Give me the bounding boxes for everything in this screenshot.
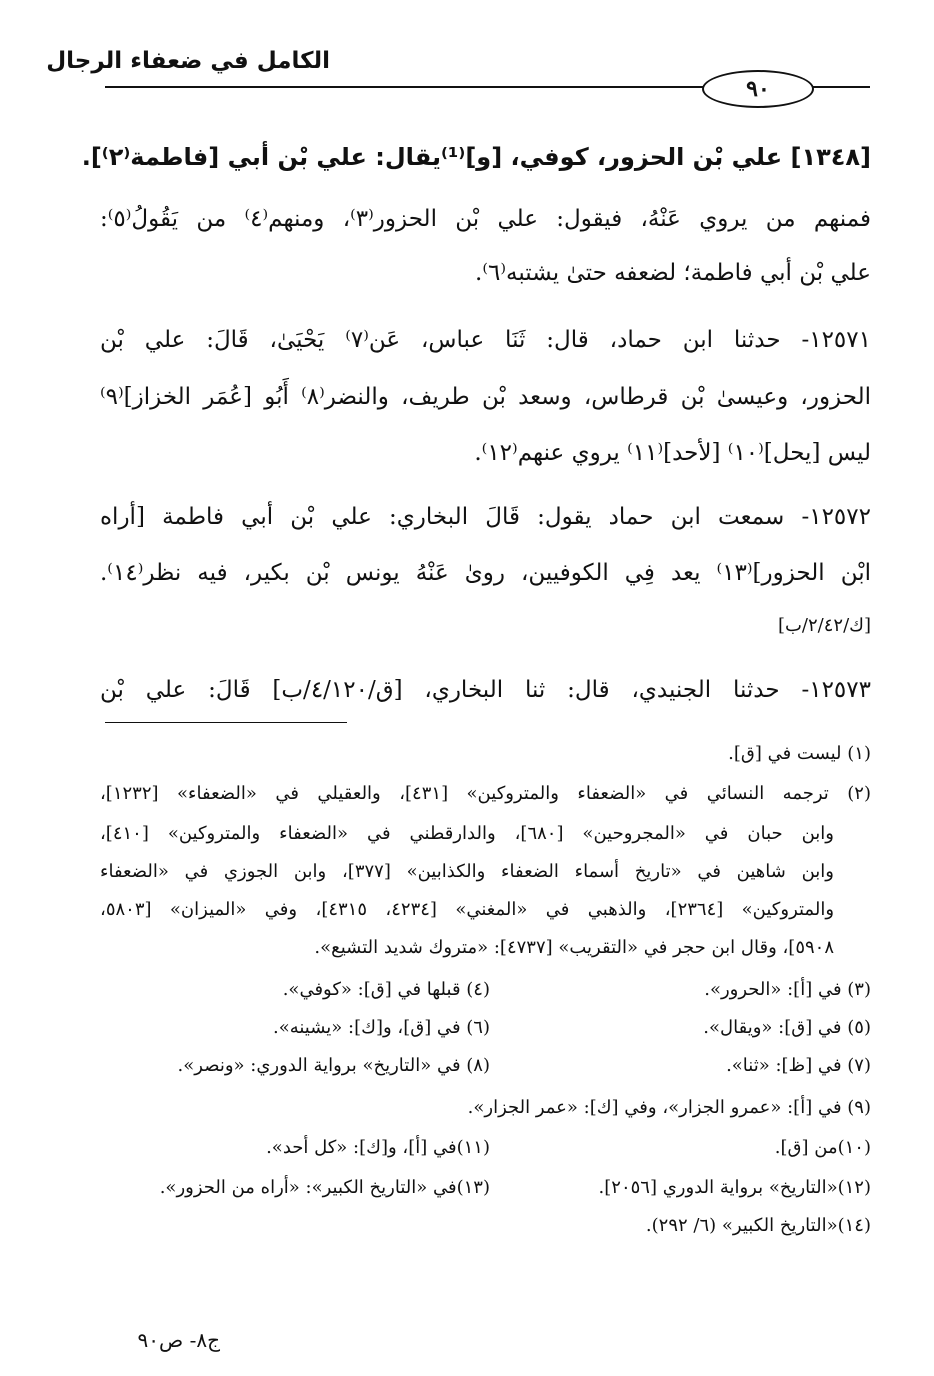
footnote-12: (١٢)«التاريخ» برواية الدوري [٢٠٥٦]. [598,1177,871,1198]
entry-heading: [١٣٤٨] علي بْن الحزور، كوفي، [و]⁽¹⁾يقال: علي بْن أبي [فاطمة⁽٢⁾]. [81,143,871,171]
footnote-9: (٩) في [أ]: «عمرو الجزار»، وفي [ك]: «عمر الجزار». [467,1097,871,1118]
footnote-1: (١) ليست في [ق]. [728,743,871,764]
footnote-6: (٦) في [ق]، و[ك]: «يشينه». [272,1017,490,1038]
footnote-2-line-4: والمتروكين» [٢٣٦٤]، والذهبي في «المغني» [٤٢٣٤، ٤٣١٥]، وفي «الميزان» [٥٨٠٣، [100,899,835,920]
footnote-7: (٧) في [ظ]: «ثنا». [726,1055,871,1076]
volume-page-code: ج٨- ص٩٠ [137,1328,220,1352]
narration-12571-line-3: ليس [يحل]⁽١٠⁾ [لأحد]⁽١١⁾ يروي عنهم⁽١٢⁾. [474,440,871,466]
footnote-4: (٤) قبلها في [ق]: «كوفي». [282,979,490,1000]
footnote-2-line-2: وابن حبان في «المجروحين» [٦٨٠]، والدارقطني في «الضعفاء والمتروكين» [٤١٠]، [100,823,834,844]
running-header-title: الكامل في ضعفاء الرجال [46,48,330,74]
entry-line-1: فمنهم من يروي عَنْهُ، فيقول: علي بْن الحزور⁽٣⁾، ومنهم⁽٤⁾ من يَقُولُ⁽٥⁾: [100,206,871,232]
footnote-2-line-5: ٥٩٠٨]، وقال ابن حجر في «التقريب» [٤٧٣٧]: «متروك شديد التشيع». [314,937,834,958]
narration-12573-line-1: ١٢٥٧٣- حدثنا الجنيدي، قال: ثنا البخاري، [ق/٤/١٢٠/ب] قَالَ: علي بْن [100,677,871,703]
manuscript-reference: [ك/٢/٤٢/ب] [777,615,871,636]
narration-12571-line-1: ١٢٥٧١- حدثنا ابن حماد، قال: ثَنَا عباس، عَن⁽٧⁾ يَحْيَىٰ، قَالَ: علي بْن [100,327,871,353]
narration-12571-line-2: الحزور، وعيسىٰ بْن قرطاس، وسعد بْن طريف، والنضر⁽٨⁾ أَبُو [عُمَر الخزاز]⁽٩⁾ [100,384,871,410]
footnote-5: (٥) في [ق]: «ويقال». [703,1017,871,1038]
narration-12572-line-1: ١٢٥٧٢- سمعت ابن حماد يقول: قَالَ البخاري: علي بْن أبي فاطمة [أراه [100,504,871,530]
footnote-2-line-3: وابن شاهين في «تاريخ أسماء الضعفاء والكذابين» [٣٧٧]، وابن الجوزي في «الضعفاء [100,861,834,882]
footnote-2-line-1: (٢) ترجمه النسائي في «الضعفاء والمتروكين» [٤٣١]، والعقيلي في «الضعفاء» [١٢٣٢]، [100,783,871,804]
footnote-8: (٨) في «التاريخ» برواية الدوري: «ونصر». [177,1055,490,1076]
narration-12572-line-2: ابْن الحزور]⁽١٣⁾ يعد فِي الكوفيين، روىٰ عَنْهُ يونس بْن بكير، فيه نظر⁽١٤⁾. [100,560,871,586]
footnote-13: (١٣)في «التاريخ الكبير»: «أراه من الحزور». [159,1177,490,1198]
entry-line-2: علي بْن أبي فاطمة؛ لضعفه حتىٰ يشتبه⁽٦⁾. [475,260,871,286]
footnote-10: (١٠)من [ق]. [774,1137,871,1158]
footnote-14: (١٤)«التاريخ الكبير» (٦/ ٢٩٢). [645,1215,871,1236]
page-number-oval: ٩٠ [702,70,814,108]
footnote-11: (١١)في [أ]، و[ك]: «كل أحد». [266,1137,490,1158]
footnote-3: (٣) في [أ]: «الحرور». [704,979,871,1000]
footnote-separator [105,722,347,723]
